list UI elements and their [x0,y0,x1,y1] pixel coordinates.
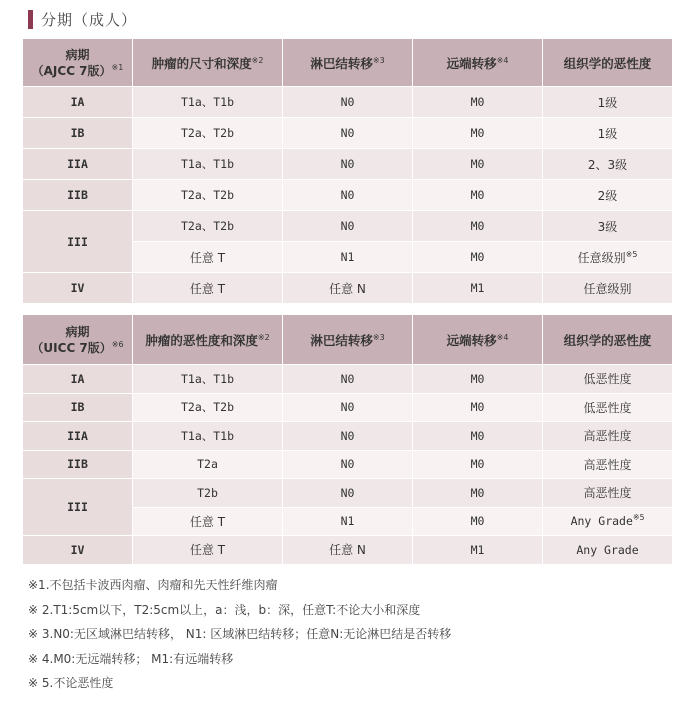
table-row [23,273,673,304]
table-row [23,422,673,451]
metastasis-cell: M0 [413,422,543,451]
table-row [23,393,673,422]
stage-cell: IV [23,536,133,565]
grade-cell: 任意级别$^{※5}$ [543,242,673,273]
metastasis-cell: M1 [413,273,543,304]
node-cell: N0 [283,365,413,394]
node-cell: N0 [283,479,413,508]
header-grade: 组织学的恶性度 [543,315,673,365]
section-title: 分期（成人） [41,10,138,29]
node-cell: N0 [283,450,413,479]
footnote: ※ 5.不论恶性度 [28,676,114,690]
uicc-staging-table [22,314,673,565]
metastasis-cell: M0 [413,242,543,273]
tumor-cell: T1a、T1b [133,149,283,180]
header-node: 淋巴结转移$^{※3}$ [283,315,413,365]
metastasis-cell: M0 [413,450,543,479]
metastasis-cell: M0 [413,507,543,536]
table-row [23,180,673,211]
stage-cell: IA [23,87,133,118]
grade-cell: 1级 [543,118,673,149]
table-header-row [23,39,673,87]
grade-cell: Any Grade [543,536,673,565]
stage-cell: IV [23,273,133,304]
tumor-cell: T1a、T1b [133,365,283,394]
section-heading [28,9,137,29]
grade-cell: 1级 [543,87,673,118]
node-cell: N1 [283,507,413,536]
metastasis-cell: M0 [413,211,543,242]
grade-cell: 低恶性度 [543,393,673,422]
node-cell: 任意 N [283,536,413,565]
header-tumor: 肿瘤的恶性度和深度$^{※2}$ [133,315,283,365]
stage-cell: IIA [23,422,133,451]
node-cell: N0 [283,118,413,149]
table-row [23,211,673,242]
stage-cell: IA [23,365,133,394]
node-cell: 任意 N [283,273,413,304]
header-node: 淋巴结转移$^{※3}$ [283,39,413,87]
tumor-cell: T2a [133,450,283,479]
metastasis-cell: M0 [413,479,543,508]
metastasis-cell: M0 [413,180,543,211]
grade-cell: 2、3级 [543,149,673,180]
metastasis-cell: M0 [413,365,543,394]
tumor-cell: T2a、T2b [133,180,283,211]
tumor-cell: T2a、T2b [133,393,283,422]
grade-cell: Any Grade$^{※5}$ [543,507,673,536]
table-row [23,365,673,394]
node-cell: N0 [283,180,413,211]
grade-cell: 2级 [543,180,673,211]
footnote: ※ 2.T1:5cm以下，T2:5cm以上，a：浅，b：深，任意T:不论大小和深度 [28,602,421,617]
grade-cell: 高恶性度 [543,422,673,451]
stage-cell: IIB [23,450,133,479]
metastasis-cell: M0 [413,87,543,118]
tumor-cell: T2b [133,479,283,508]
stage-cell: III [23,211,133,273]
stage-cell: IIB [23,180,133,211]
table-row [23,149,673,180]
node-cell: N0 [283,87,413,118]
stage-cell: IB [23,393,133,422]
node-cell: N0 [283,211,413,242]
footnotes [28,576,451,699]
grade-cell: 高恶性度 [543,479,673,508]
grade-cell: 低恶性度 [543,365,673,394]
header-grade: 组织学的恶性度 [543,39,673,87]
metastasis-cell: M0 [413,393,543,422]
node-cell: N0 [283,149,413,180]
tumor-cell: T1a、T1b [133,87,283,118]
metastasis-cell: M1 [413,536,543,565]
metastasis-cell: M0 [413,149,543,180]
node-cell: N1 [283,242,413,273]
stage-cell: III [23,479,133,536]
ajcc-staging-table [22,38,673,304]
table-row [23,536,673,565]
header-stage: 病期 （UICC 7版）$^{※6}$ [23,315,133,365]
table-header-row [23,315,673,365]
table-row [23,479,673,508]
tumor-cell: 任意 T [133,273,283,304]
header-tumor: 肿瘤的尺寸和深度$^{※2}$ [133,39,283,87]
table-row [23,118,673,149]
header-stage: 病期 （AJCC 7版）$^{※1}$ [23,39,133,87]
metastasis-cell: M0 [413,118,543,149]
footnote: ※1.不包括卡波西肉瘤、肉瘤和先天性纤维肉瘤 [28,578,278,592]
grade-cell: 高恶性度 [543,450,673,479]
heading-accent-bar [28,10,33,29]
tumor-cell: 任意 T [133,536,283,565]
grade-cell: 任意级别 [543,273,673,304]
stage-cell: IIA [23,149,133,180]
node-cell: N0 [283,393,413,422]
footnote: ※ 4.M0:无远端转移； M1:有远端转移 [28,651,234,666]
grade-cell: 3级 [543,211,673,242]
tumor-cell: T2a、T2b [133,118,283,149]
header-metastasis: 远端转移$^{※4}$ [413,315,543,365]
header-metastasis: 远端转移$^{※4}$ [413,39,543,87]
table-row [23,87,673,118]
tumor-cell: 任意 T [133,242,283,273]
tumor-cell: T1a、T1b [133,422,283,451]
tumor-cell: T2a、T2b [133,211,283,242]
tumor-cell: 任意 T [133,507,283,536]
table-row [23,450,673,479]
node-cell: N0 [283,422,413,451]
footnote: ※ 3.N0:无区域淋巴结转移， N1: 区域淋巴结转移；任意N:无论淋巴结是否转移 [28,627,452,641]
stage-cell: IB [23,118,133,149]
